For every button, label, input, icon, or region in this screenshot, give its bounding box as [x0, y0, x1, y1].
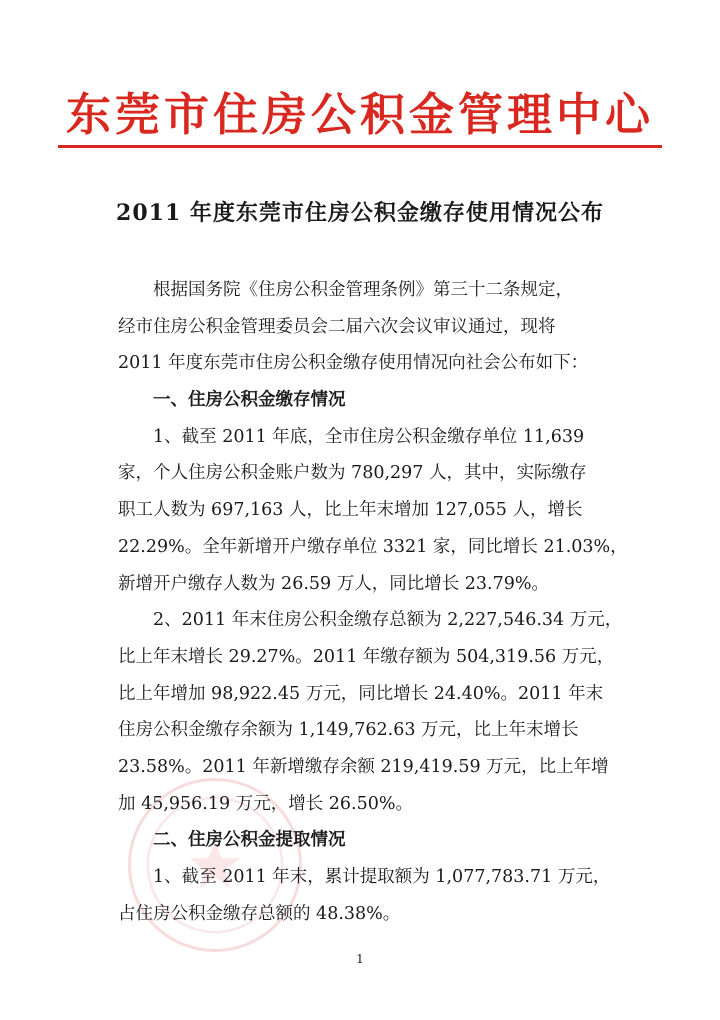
body-line-3: 2011 年度东莞市住房公积金缴存使用情况向社会公布如下：	[118, 353, 589, 374]
body-line-8: 22.29%。全年新增开户缴存单位 3321 家，同比增长 21.03%，	[118, 536, 628, 557]
body-line-18: 占住房公积金缴存总额的 48.38%。	[118, 903, 401, 924]
body-line-1: 根据国务院《住房公积金管理条例》第三十二条规定，	[118, 280, 573, 300]
body-line-2: 经市住房公积金管理委员会二届六次会议审议通过，现将	[118, 316, 556, 337]
document-body	[118, 272, 638, 932]
body-line-5: 1、截至 2011 年底，全市住房公积金缴存单位 11,639	[118, 426, 585, 447]
body-line-10: 2、2011 年末住房公积金缴存总额为 2,227,546.34 万元，	[118, 610, 623, 631]
body-line-11: 比上年末增长 29.27%。2011 年缴存额为 504,319.56 万元，	[118, 646, 615, 667]
body-line-12: 比上年增加 98,922.45 万元，同比增长 24.40%。2011 年末	[118, 683, 604, 704]
section-heading-1: 一、住房公积金缴存情况	[118, 390, 346, 411]
body-line-17: 1、截至 2011 年末，累计提取额为 1,077,783.71 万元，	[118, 867, 611, 887]
section-heading-2: 二、住房公积金提取情况	[118, 830, 346, 851]
letterhead-divider	[58, 145, 662, 148]
body-line-15: 加 45,956.19 万元，增长 26.50%。	[118, 793, 413, 814]
letterhead-title: 东莞市住房公积金管理中心	[65, 88, 654, 141]
body-line-7: 职工人数为 697,163 人，比上年末增加 127,055 人，增长	[118, 500, 583, 521]
body-line-9: 新增开户缴存人数为 26.59 万人，同比增长 23.79%。	[118, 573, 550, 594]
document-title: 2011 年度东莞市住房公积金缴存使用情况公布	[116, 200, 604, 226]
body-line-6: 家，个人住房公积金账户数为 780,297 人，其中，实际缴存	[118, 463, 587, 484]
page-number: 1	[356, 952, 364, 966]
body-line-14: 23.58%。2011 年新增缴存余额 219,419.59 万元，比上年增	[118, 756, 609, 777]
body-line-13: 住房公积金缴存余额为 1,149,762.63 万元，比上年末增长	[118, 720, 579, 741]
